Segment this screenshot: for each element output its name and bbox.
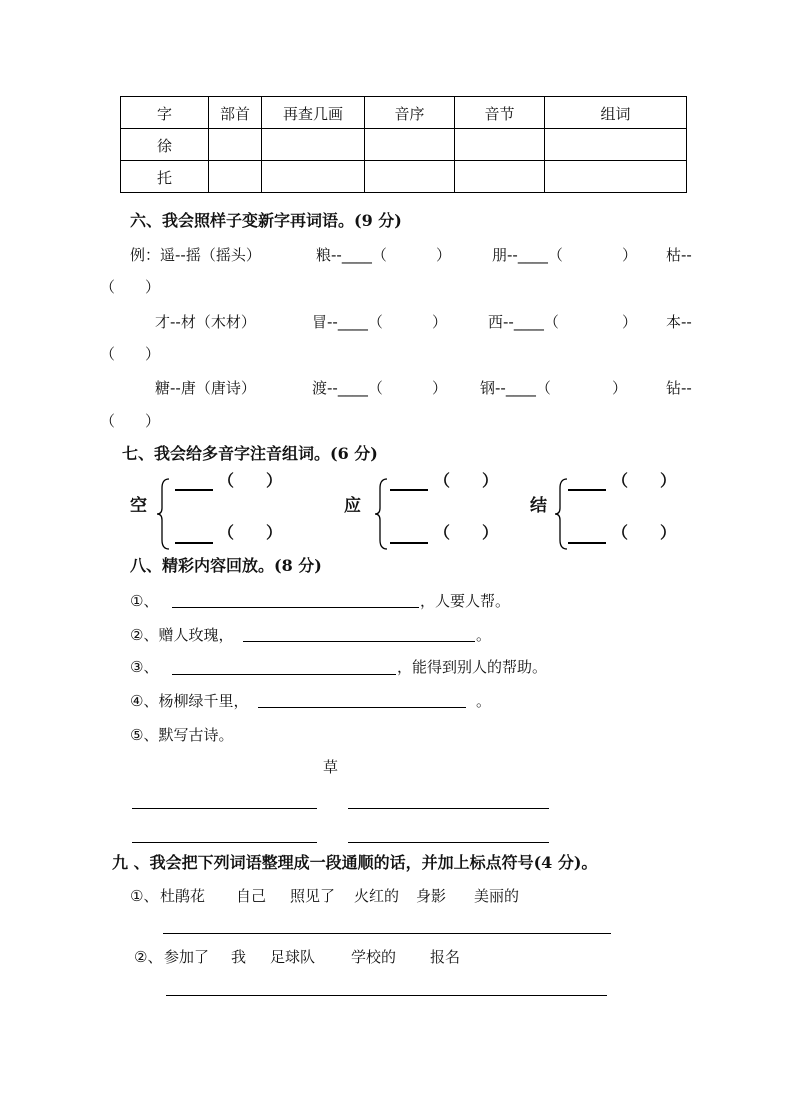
word: 照见了 — [290, 887, 336, 905]
table-cell[interactable] — [455, 129, 545, 161]
recall-item-text: ，人要人帮。 — [420, 592, 511, 610]
item-2b-close: ） — [622, 313, 638, 331]
answer-line[interactable] — [258, 707, 466, 708]
item-1c: 枯-- — [666, 246, 692, 264]
recall-item-num: ②、赠人玫瑰， — [130, 626, 234, 644]
answer-line[interactable] — [172, 607, 419, 608]
table-cell[interactable] — [209, 129, 262, 161]
pinyin-paren: （ ） — [612, 471, 677, 490]
header-cell: 再查几画 — [262, 97, 365, 129]
header-cell: 组词 — [545, 97, 687, 129]
table-row — [121, 129, 687, 161]
item-3a: 渡--____（ — [312, 379, 383, 397]
word: 我 — [231, 948, 247, 966]
example-2: 才--材（木材） — [155, 313, 256, 331]
section9-title: 九 、我会把下列词语整理成一段通顺的话，并加上标点符号(4 分)。 — [112, 853, 598, 872]
item-1b-close: ） — [622, 246, 638, 264]
blank-line[interactable] — [175, 542, 213, 544]
pinyin-paren: （ ） — [218, 471, 283, 490]
table-cell: 徐 — [121, 129, 209, 161]
word: 足球队 — [270, 948, 316, 966]
word: 自己 — [236, 887, 267, 905]
word: 学校的 — [351, 948, 397, 966]
answer-line[interactable] — [243, 641, 475, 642]
table-cell[interactable] — [455, 161, 545, 193]
word: 美丽的 — [474, 887, 520, 905]
section8-title: 八、精彩内容回放。(8 分) — [130, 556, 322, 575]
item-1c-wrap: （ ） — [100, 278, 161, 296]
item-3c-wrap: （ ） — [100, 412, 161, 430]
item-2c-wrap: （ ） — [100, 345, 161, 363]
poem-line[interactable] — [132, 842, 317, 843]
recall-item-text: 。 — [476, 626, 492, 644]
item-2b: 西--____（ — [488, 313, 559, 331]
pinyin-paren: （ ） — [218, 523, 283, 542]
table-cell: 托 — [121, 161, 209, 193]
brace-icon — [554, 478, 568, 550]
table-header-row — [121, 97, 687, 129]
polyphone-char: 空 — [130, 496, 147, 516]
example-3: 糖--唐（唐诗） — [155, 379, 256, 397]
item-1a: 粮--____（ — [316, 246, 387, 264]
word: 身影 — [416, 887, 447, 905]
item-2c: 本-- — [666, 313, 692, 331]
poem-title: 草 — [323, 758, 339, 776]
polyphone-char: 结 — [530, 496, 547, 516]
header-cell: 音节 — [455, 97, 545, 129]
item-3b: 钢--____（ — [480, 379, 551, 397]
pinyin-paren: （ ） — [612, 523, 677, 542]
table-cell[interactable] — [209, 161, 262, 193]
dictionary-table — [120, 96, 687, 193]
table-cell[interactable] — [262, 161, 365, 193]
section6-title: 六、我会照样子变新字再词语。(9 分) — [130, 211, 402, 230]
table-row — [121, 161, 687, 193]
answer-line[interactable] — [166, 995, 607, 996]
item-3c: 钻-- — [666, 379, 692, 397]
recall-item-num: ④、杨柳绿千里， — [130, 692, 249, 710]
poem-line[interactable] — [348, 842, 549, 843]
brace-icon — [156, 478, 170, 550]
q1-num: ①、 — [130, 887, 159, 905]
pinyin-paren: （ ） — [434, 471, 499, 490]
item-1b: 朋--____（ — [492, 246, 563, 264]
answer-line[interactable] — [172, 674, 396, 675]
blank-line[interactable] — [568, 542, 606, 544]
blank-line[interactable] — [568, 489, 606, 491]
recall-item-text: 。 — [476, 692, 492, 710]
q2-num: ②、 — [134, 948, 163, 966]
recall-item-num: ①、 — [130, 592, 159, 610]
recall-item-text: ，能得到别人的帮助。 — [397, 658, 548, 676]
header-cell: 字 — [121, 97, 209, 129]
brace-icon — [374, 478, 388, 550]
word: 火红的 — [354, 887, 400, 905]
word: 参加了 — [164, 948, 210, 966]
recall-item-num: ⑤、默写古诗。 — [130, 726, 234, 744]
item-1a-close: ） — [436, 246, 452, 264]
header-cell: 音序 — [365, 97, 455, 129]
answer-line[interactable] — [163, 933, 611, 934]
header-cell: 部首 — [209, 97, 262, 129]
item-3a-close: ） — [432, 379, 448, 397]
table-cell[interactable] — [365, 129, 455, 161]
table-cell[interactable] — [545, 161, 687, 193]
pinyin-paren: （ ） — [434, 523, 499, 542]
item-2a: 冒--____（ — [312, 313, 383, 331]
poem-line[interactable] — [348, 808, 549, 809]
table-cell[interactable] — [262, 129, 365, 161]
item-3b-close: ） — [612, 379, 628, 397]
example-1: 例：遥--摇（摇头） — [130, 246, 261, 264]
recall-item-num: ③、 — [130, 658, 159, 676]
blank-line[interactable] — [390, 542, 428, 544]
word: 报名 — [430, 948, 461, 966]
poem-line[interactable] — [132, 808, 317, 809]
table-cell[interactable] — [545, 129, 687, 161]
item-2a-close: ） — [432, 313, 448, 331]
table-cell[interactable] — [365, 161, 455, 193]
word: 杜鹃花 — [160, 887, 206, 905]
blank-line[interactable] — [175, 489, 213, 491]
polyphone-char: 应 — [344, 496, 361, 516]
blank-line[interactable] — [390, 489, 428, 491]
section7-title: 七、我会给多音字注音组词。(6 分) — [122, 444, 378, 463]
